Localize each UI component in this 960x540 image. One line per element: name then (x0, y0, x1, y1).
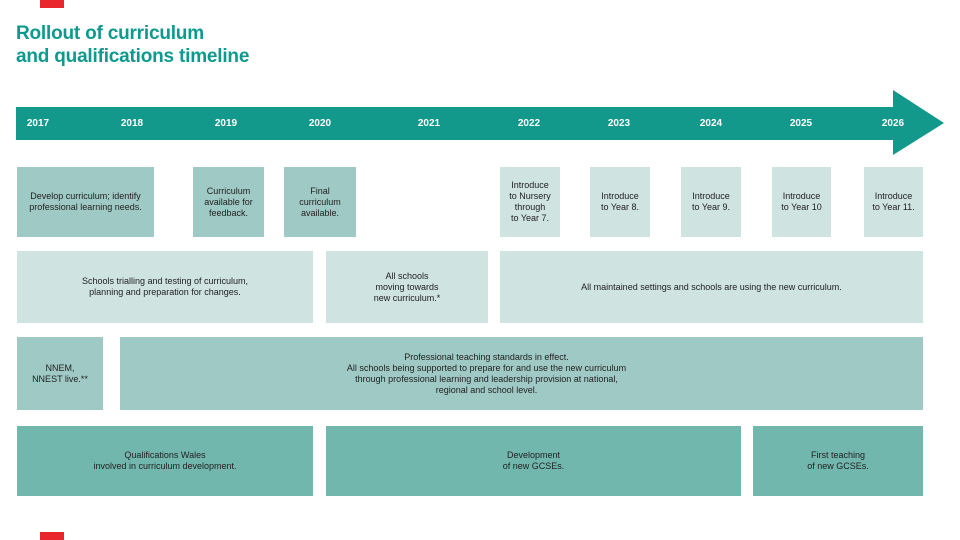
development-gcses-box (326, 426, 741, 496)
develop-curriculum-text: Develop curriculum; identify professional learning needs. (29, 191, 142, 212)
schools-trialling-text: Schools trialling and testing of curriculum, planning and preparation for changes. (81, 276, 249, 297)
final-curriculum-text: Final curriculum available. (299, 185, 341, 218)
first-teaching-gcses-text: First teaching of new GCSEs. (807, 450, 869, 471)
introduce-year8-box (590, 167, 650, 237)
title-line-2: and qualifications timeline (16, 46, 250, 67)
title-line-1: Rollout of curriculum (16, 23, 204, 44)
year-label: 2022 (517, 118, 541, 129)
introduce-year11-text: Introduce to Year 11. (872, 191, 915, 212)
develop-curriculum-box (17, 167, 154, 237)
introduce-year7-text: Introduce to Nursery through to Year 7. (509, 180, 551, 223)
schools-moving-text: All schools moving towards new curriculum.* (373, 270, 441, 303)
qualifications-wales-box (17, 426, 313, 496)
introduce-year10-box (772, 167, 831, 237)
year-label: 2020 (308, 118, 332, 129)
curriculum-feedback-text: Curriculum available for feedback. (204, 185, 253, 218)
year-label: 2021 (417, 118, 441, 129)
schools-moving-box (326, 251, 488, 323)
introduce-year11-box (864, 167, 923, 237)
first-teaching-gcses-box (753, 426, 923, 496)
year-label: 2017 (26, 118, 50, 129)
nnem-nnest-text: NNEM, NNEST live.** (32, 362, 88, 384)
curriculum-feedback-box (193, 167, 264, 237)
introduce-year7-box (500, 167, 560, 237)
development-gcses-text: Development of new GCSEs. (502, 450, 565, 471)
schools-trialling-box (17, 251, 313, 323)
bottom-accent-bar (40, 532, 64, 540)
introduce-year8-text: Introduce to Year 8. (600, 191, 640, 212)
year-label: 2023 (607, 118, 631, 129)
introduce-year9-box (681, 167, 741, 237)
year-label: 2024 (699, 118, 723, 129)
teaching-standards-box (120, 337, 923, 410)
qualifications-wales-text: Qualifications Wales involved in curriculum development. (93, 450, 237, 471)
all-settings-using-text: All maintained settings and schools are using the new curriculum. (581, 281, 842, 292)
year-label: 2019 (214, 118, 238, 129)
introduce-year9-text: Introduce to Year 9. (691, 191, 731, 212)
year-label: 2025 (789, 118, 813, 129)
final-curriculum-box (284, 167, 356, 237)
all-settings-using-box (500, 251, 923, 323)
year-label: 2018 (120, 118, 144, 129)
introduce-year10-text: Introduce to Year 10 (781, 191, 822, 212)
nnem-nnest-box (17, 337, 103, 410)
teaching-standards-text: Professional teaching standards in effect. All schools being supported to prepare for and use the new curriculum through professional learning and leadership provision at national, regional and school level. (346, 351, 627, 395)
year-label: 2026 (881, 118, 905, 129)
